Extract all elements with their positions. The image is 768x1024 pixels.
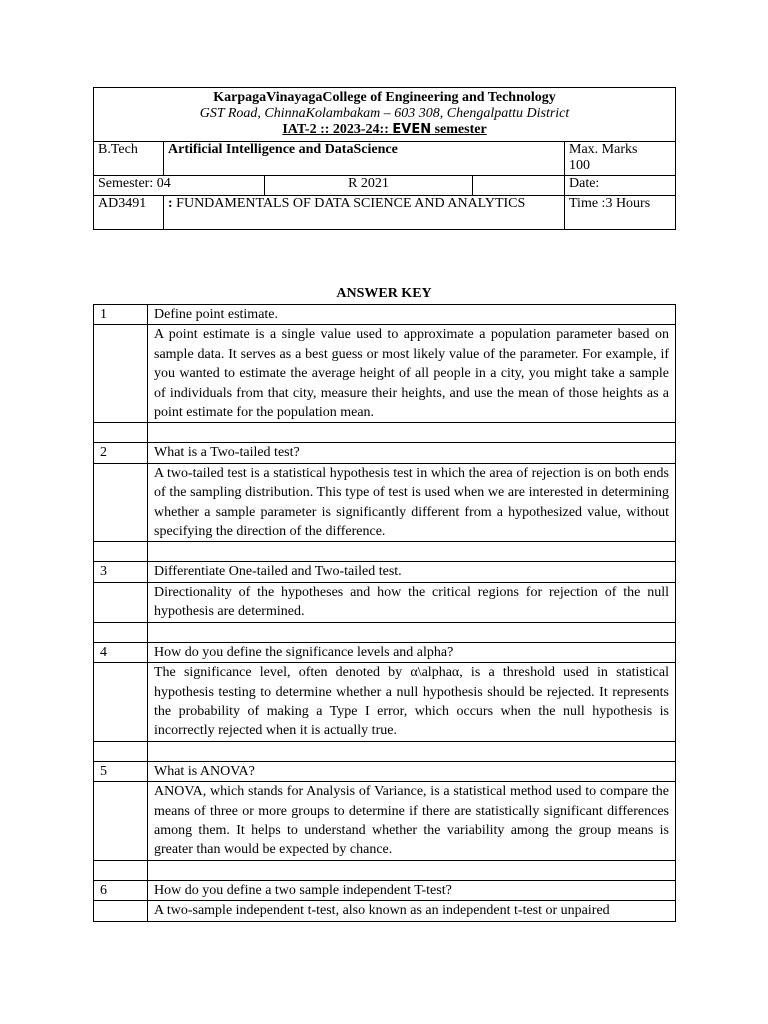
course-code-cell: AD3491: [94, 196, 164, 230]
answer-number-cell: [94, 663, 148, 742]
exam-even: EVEN: [392, 122, 432, 137]
spacer-cell: [148, 542, 676, 562]
answer-key-table: [93, 304, 676, 922]
question-text: How do you define a two sample independent T-test?: [148, 880, 676, 900]
question-row: [94, 443, 676, 463]
question-row: [94, 305, 676, 325]
question-text: Differentiate One-tailed and Two-tailed test.: [148, 562, 676, 582]
department-cell: Artificial Intelligence and DataScience: [164, 142, 565, 176]
answer-row: [94, 325, 676, 423]
spacer-row: [94, 741, 676, 761]
question-row: [94, 761, 676, 781]
max-marks-label: Max. Marks: [569, 142, 638, 157]
question-number: 4: [94, 642, 148, 662]
answer-text: A point estimate is a single value used to approximate a population parameter based on sample data. It serves as a best guess or most likely value of the parameter. For example, if you wanted to estimate the average height of all people in a city, you might take a sample of individuals from that city, measure their heights, and use the mean of those heights as a point estimate for the population mean.: [148, 325, 676, 423]
answer-number-cell: [94, 782, 148, 861]
spacer-cell: [148, 741, 676, 761]
question-text: What is a Two-tailed test?: [148, 443, 676, 463]
course-name-cell: [164, 196, 565, 230]
spacer-cell: [94, 423, 148, 443]
spacer-cell: [94, 542, 148, 562]
answer-number-cell: [94, 582, 148, 622]
spacer-cell: [148, 423, 676, 443]
answer-row: [94, 901, 676, 921]
answer-number-cell: [94, 901, 148, 921]
question-number: 2: [94, 443, 148, 463]
course-name: FUNDAMENTALS OF DATA SCIENCE AND ANALYTICS: [176, 196, 526, 211]
exam-prefix: IAT-2 :: 2023-24::: [282, 122, 393, 137]
answer-row: [94, 463, 676, 542]
header-title-cell: [94, 88, 676, 142]
spacer-cell: [94, 741, 148, 761]
date-cell: Date:: [565, 176, 676, 196]
regulation-cell: R 2021: [265, 176, 473, 196]
question-row: [94, 642, 676, 662]
question-text: What is ANOVA?: [148, 761, 676, 781]
spacer-row: [94, 423, 676, 443]
question-text: How do you define the significance levels and alpha?: [148, 642, 676, 662]
course-name-colon: :: [168, 196, 177, 211]
answer-text: Directionality of the hypotheses and how the critical regions for rejection of the null hypothesis are determined.: [148, 582, 676, 622]
max-marks-value: 100: [569, 158, 590, 173]
question-row: [94, 562, 676, 582]
answer-text: ANOVA, which stands for Analysis of Variance, is a statistical method used to compare the means of three or more groups to determine if there are statistically significant differences among them. It helps to understand whether the variability among the group means is greater than would be expected by chance.: [148, 782, 676, 861]
max-marks-cell: [565, 142, 676, 176]
college-address: GST Road, ChinnaKolambakam – 603 308, Chengalpattu District: [199, 106, 570, 121]
question-text: Define point estimate.: [148, 305, 676, 325]
answer-text: A two-sample independent t-test, also known as an independent t-test or unpaired: [148, 901, 676, 921]
college-name: KarpagaVinayagaCollege of Engineering and Technology: [213, 90, 556, 105]
spacer-row: [94, 860, 676, 880]
spacer-cell: [148, 622, 676, 642]
spacer-cell: [94, 622, 148, 642]
spacer-cell: [94, 860, 148, 880]
spacer-row: [94, 542, 676, 562]
question-number: 1: [94, 305, 148, 325]
question-number: 5: [94, 761, 148, 781]
answer-number-cell: [94, 463, 148, 542]
answer-text: The significance level, often denoted by α\alphaα, is a threshold used in statistical hypothesis testing to determine whether a null hypothesis should be rejected. It represents the probability of making a Type I error, which occurs when the null hypothesis is incorrectly rejected when it is actually true.: [148, 663, 676, 742]
semester-cell: Semester: 04: [94, 176, 265, 196]
answer-text: A two-tailed test is a statistical hypothesis test in which the area of rejection is on both ends of the sampling distribution. This type of test is used when we are interested in determining whether a sample parameter is significantly different from a hypothesized value, without specifying the direction of the difference.: [148, 463, 676, 542]
exam-title: [98, 122, 671, 138]
answer-number-cell: [94, 325, 148, 423]
answer-row: [94, 663, 676, 742]
spacer-row: [94, 622, 676, 642]
time-cell: Time :3 Hours: [565, 196, 676, 230]
answer-row: [94, 582, 676, 622]
degree-cell: B.Tech: [94, 142, 164, 176]
exam-header-table: [93, 87, 676, 230]
answer-row: [94, 782, 676, 861]
empty-cell: [473, 176, 565, 196]
question-number: 6: [94, 880, 148, 900]
question-number: 3: [94, 562, 148, 582]
question-row: [94, 880, 676, 900]
exam-suffix: semester: [431, 122, 487, 137]
answer-key-title: ANSWER KEY: [336, 286, 432, 301]
spacer-cell: [148, 860, 676, 880]
